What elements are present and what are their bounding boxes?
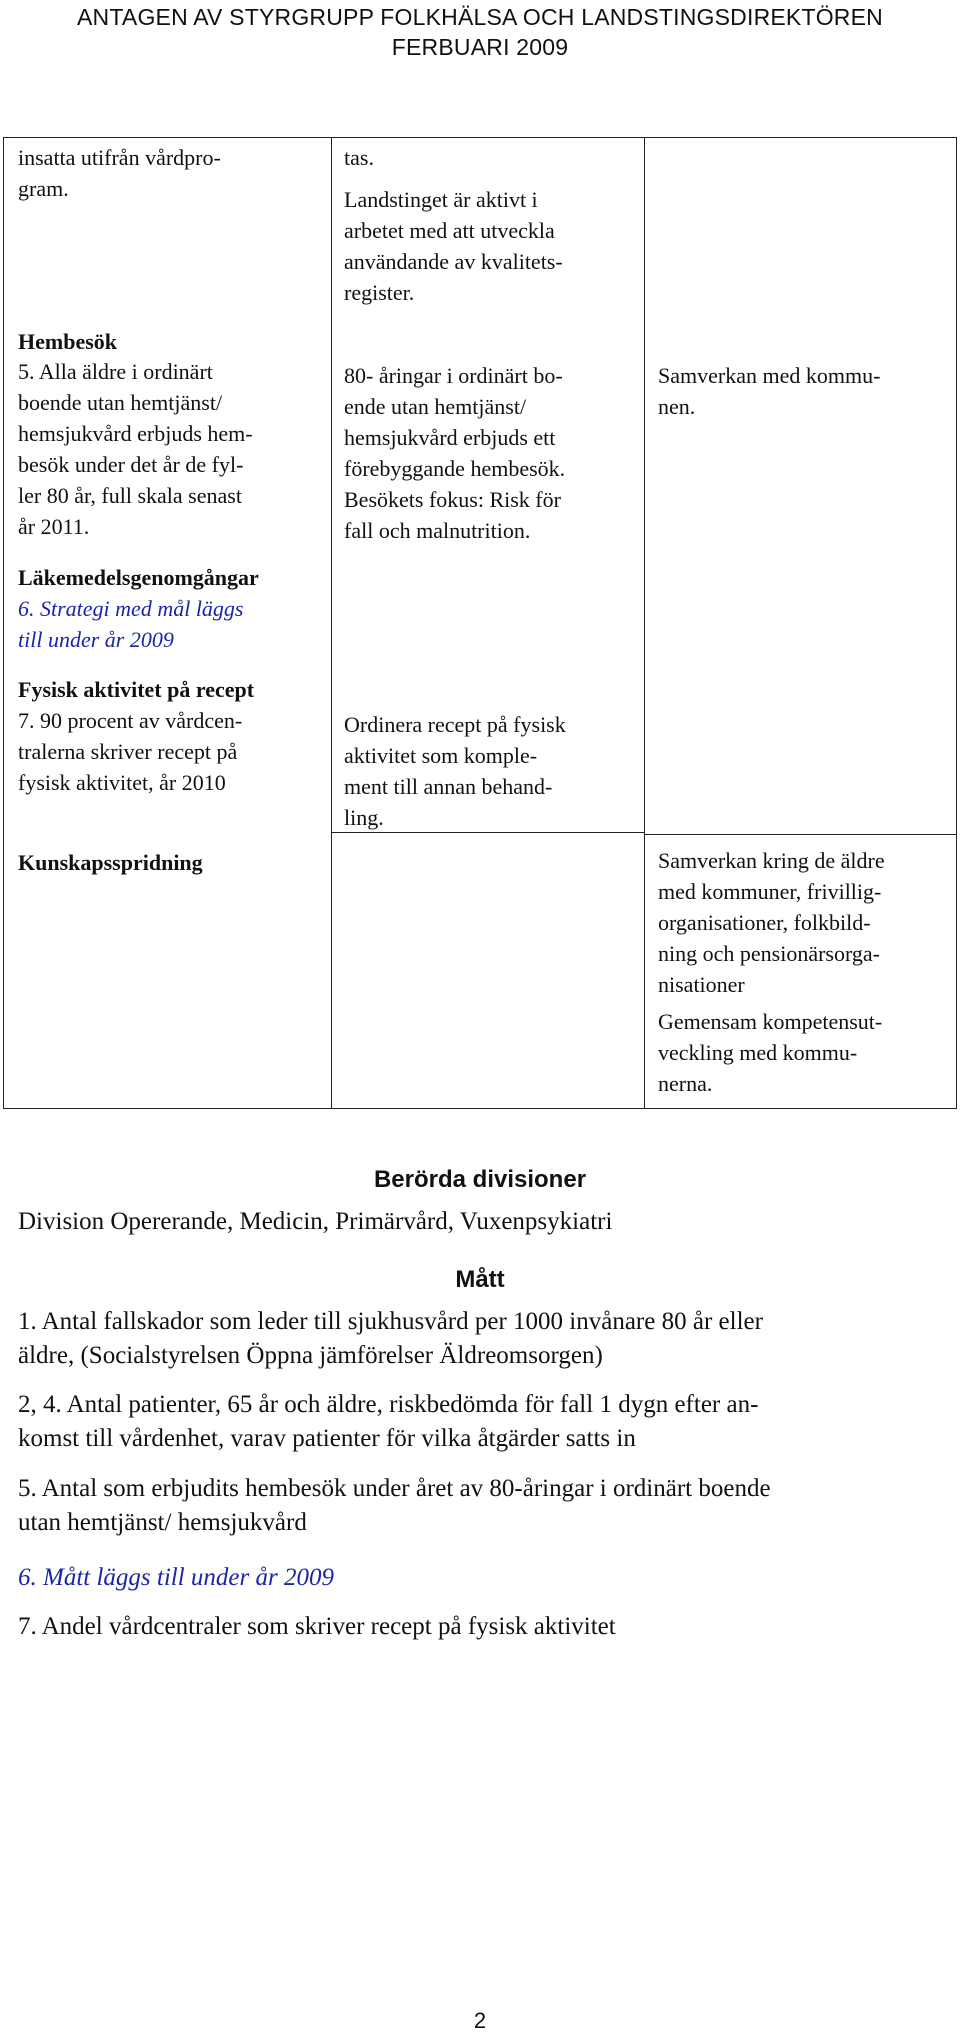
table-cell-text: år 2011. bbox=[18, 514, 90, 539]
page-number: 2 bbox=[473, 2008, 487, 2033]
matt-item-2: 2, 4. Antal patienter, 65 år och äldre, riskbedömda för fall 1 dygn efter an- bbox=[18, 1391, 759, 1418]
table-cell-text: ment till annan behand- bbox=[344, 774, 553, 799]
matt-item-1-cont: äldre, (Socialstyrelsen Öppna jämförelser Äldreomsorgen) bbox=[18, 1342, 603, 1369]
table-cell-text: Samverkan kring de äldre bbox=[658, 848, 885, 873]
table-cell-text: hemsjukvård erbjuds hem- bbox=[18, 421, 253, 446]
document-header-title: ANTAGEN AV STYRGRUPP FOLKHÄLSA OCH LANDSTINGSDIREKTÖREN bbox=[77, 4, 883, 30]
table-cell-text: insatta utifrån vårdpro- bbox=[18, 145, 221, 170]
table-cell-text: ling. bbox=[344, 805, 384, 830]
action-table bbox=[3, 137, 957, 1109]
column-divider bbox=[331, 138, 332, 1108]
table-cell-text: register. bbox=[344, 280, 415, 305]
hembesok-heading: Hembesök bbox=[18, 329, 117, 354]
table-cell-text: 7. 90 procent av vårdcen- bbox=[18, 708, 243, 733]
table-cell-text: gram. bbox=[18, 176, 69, 201]
table-cell-text: Landstinget är aktivt i bbox=[344, 187, 538, 212]
table-cell-text: aktivitet som komple- bbox=[344, 743, 538, 768]
table-cell-text: nerna. bbox=[658, 1071, 713, 1096]
table-cell-text: förebyggande hembesök. bbox=[344, 456, 566, 481]
table-cell-text: 80- åringar i ordinärt bo- bbox=[344, 363, 563, 388]
table-cell-text: boende utan hemtjänst/ bbox=[18, 390, 223, 415]
matt-item-3: 5. Antal som erbjudits hembesök under året av 80-åringar i ordinärt boende bbox=[18, 1475, 771, 1502]
matt-heading: Mått bbox=[455, 1266, 505, 1293]
table-cell-text: ende utan hemtjänst/ bbox=[344, 394, 527, 419]
table-cell-text: veckling med kommu- bbox=[658, 1040, 858, 1065]
table-cell-text: 5. Alla äldre i ordinärt bbox=[18, 359, 213, 384]
table-cell-text: 6. Strategi med mål läggs bbox=[18, 596, 244, 621]
table-cell-text: tralerna skriver recept på bbox=[18, 739, 238, 764]
matt-item-2-cont: komst till vårdenhet, varav patienter för vilka åtgärder satts in bbox=[18, 1425, 636, 1452]
divisions-heading: Berörda divisioner bbox=[373, 1166, 587, 1193]
divisions-text: Division Opererande, Medicin, Primärvård, Vuxenpsykiatri bbox=[18, 1208, 613, 1235]
table-cell-text: besök under det år de fyl- bbox=[18, 452, 244, 477]
matt-item-3-cont: utan hemtjänst/ hemsjukvård bbox=[18, 1509, 307, 1536]
table-cell-text: till under år 2009 bbox=[18, 627, 174, 652]
table-cell-text: tas. bbox=[344, 145, 374, 170]
table-cell-text: Gemensam kompetensut- bbox=[658, 1009, 883, 1034]
table-cell-text: fysisk aktivitet, år 2010 bbox=[18, 770, 226, 795]
table-cell-text: arbetet med att utveckla bbox=[344, 218, 555, 243]
row-divider bbox=[644, 834, 956, 835]
table-cell-text: Besökets fokus: Risk för bbox=[344, 487, 561, 512]
matt-item-4: 6. Mått läggs till under år 2009 bbox=[18, 1564, 334, 1591]
table-cell-text: Ordinera recept på fysisk bbox=[344, 712, 566, 737]
matt-item-5: 7. Andel vårdcentraler som skriver recept på fysisk aktivitet bbox=[18, 1613, 616, 1640]
table-cell-text: ler 80 år, full skala senast bbox=[18, 483, 242, 508]
table-cell-text: hemsjukvård erbjuds ett bbox=[344, 425, 556, 450]
table-cell-text: nisationer bbox=[658, 972, 745, 997]
table-cell-text: Samverkan med kommu- bbox=[658, 363, 881, 388]
column-divider bbox=[644, 138, 645, 1108]
lakemedel-heading: Läkemedelsgenomgångar bbox=[18, 565, 259, 590]
table-cell-text: nen. bbox=[658, 394, 696, 419]
table-cell-text: med kommuner, frivillig- bbox=[658, 879, 882, 904]
matt-item-1: 1. Antal fallskador som leder till sjukhusvård per 1000 invånare 80 år eller bbox=[18, 1308, 763, 1335]
fysisk-heading: Fysisk aktivitet på recept bbox=[18, 677, 255, 702]
table-cell-text: användande av kvalitets- bbox=[344, 249, 563, 274]
kunskap-heading: Kunskapsspridning bbox=[18, 850, 203, 875]
document-header-date: FERBUARI 2009 bbox=[391, 34, 569, 60]
table-cell-text: ning och pensionärsorga- bbox=[658, 941, 880, 966]
table-cell-text: fall och malnutrition. bbox=[344, 518, 531, 543]
table-cell-text: organisationer, folkbild- bbox=[658, 910, 871, 935]
